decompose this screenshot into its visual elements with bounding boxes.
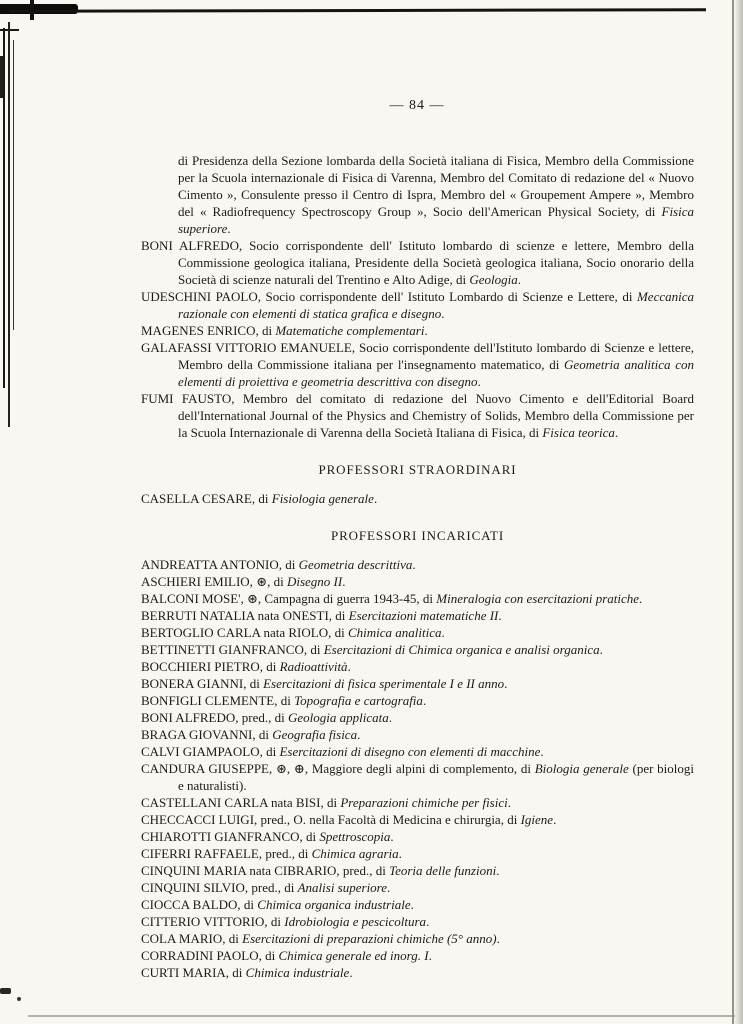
war-decoration-icon: ⊕ — [293, 761, 305, 776]
scan-artifact-right-shadow — [734, 0, 743, 1024]
text-segment: BOCCHIERI PIETRO, di — [141, 659, 280, 674]
text-segment: Fisiologia generale — [271, 491, 374, 506]
text-segment: . — [441, 625, 445, 640]
text-segment: Meccanica razionale con elementi di statica grafica e disegno — [178, 289, 694, 321]
text-segment: Spettroscopia — [319, 829, 391, 844]
text-segment: . — [553, 812, 557, 827]
scan-artifact-left-dash — [0, 56, 3, 98]
text-segment: BERTOGLIO CARLA nata RIOLO, di — [141, 625, 348, 640]
text-segment: BRAGA GIOVANNI, di — [141, 727, 273, 742]
text-segment: . — [507, 795, 511, 810]
text-segment: CINQUINI SILVIO, pred., di — [141, 880, 298, 895]
faculty-entry — [141, 913, 694, 930]
faculty-entry — [141, 658, 694, 675]
text-segment: . — [373, 491, 378, 506]
scan-artifact-left-line — [3, 28, 5, 388]
text-segment: Chimica generale ed inorg. I — [278, 948, 429, 963]
text-segment: CHECCACCI LUIGI, pred., O. nella Facoltà di Medicina e chirurgia, di — [141, 812, 521, 827]
scan-artifact-left-line — [13, 40, 14, 330]
faculty-entry — [141, 390, 694, 441]
text-body — [141, 152, 694, 981]
war-decoration-icon: ⊛ — [276, 761, 287, 776]
text-segment: Chimica analitica — [347, 625, 442, 640]
scan-artifact-top-tick — [30, 0, 34, 20]
text-segment: . — [422, 693, 427, 708]
text-segment: . — [498, 608, 502, 623]
scan-artifact-top-edge-line — [10, 8, 706, 12]
text-segment: Esercitazioni di preparazioni chimiche (5° anno) — [242, 931, 497, 946]
text-segment: Mineralogia con esercitazioni pratiche — [436, 591, 640, 606]
text-segment: . — [441, 306, 445, 321]
continuation-paragraph — [141, 152, 694, 237]
text-segment: CURTI MARIA, di — [141, 965, 246, 980]
text-segment: BONI ALFREDO, Socio corrispondente dell' Istituto lombardo di scienze e lettere, Membro della Commissione geologica italiana, Presidente della Società geologica italiana, Socio onorario della Società di scienze naturali del Trentino e Alto Adige, di — [141, 238, 694, 287]
text-segment: Biologia generale — [534, 761, 629, 776]
section-heading — [141, 461, 694, 478]
text-segment: . — [342, 574, 346, 589]
text-segment: . — [412, 557, 416, 572]
faculty-entry — [141, 862, 694, 879]
text-segment: Esercitazioni di Chimica organica e analisi organica — [323, 642, 600, 657]
text-segment: . — [614, 425, 619, 440]
text-segment: Topografia e cartografia — [294, 693, 423, 708]
faculty-entry — [141, 964, 694, 981]
page-number: — 84 — — [389, 98, 445, 113]
text-segment: Matematiche complementari — [275, 323, 425, 338]
text-segment: . — [227, 221, 231, 236]
faculty-entry — [141, 590, 694, 607]
faculty-entry — [141, 573, 694, 590]
scan-artifact-left-bracket — [0, 29, 19, 31]
text-segment: Analisi superiore — [297, 880, 388, 895]
text-segment: FUMI FAUSTO, Membro del comitato di redazione del Nuovo Cimento e dell'Editorial Board dell'International Journal of the Physics and Chemistry of Solids, Membro della Commissione per la Scuola Internazionale di Varenna della Società Italiana di Fisica, di — [141, 391, 694, 440]
faculty-entry — [141, 339, 694, 390]
text-segment: . — [390, 829, 394, 844]
text-segment: GALAFASSI VITTORIO EMANUELE, Socio corrispondente dell'Istituto lombardo di Scienze e lettere, Membro della Commissione italiana per l'insegnamento matematico, di — [141, 340, 694, 372]
text-segment: Esercitazioni matematiche II — [348, 608, 499, 623]
faculty-entry — [141, 845, 694, 862]
text-segment: . — [496, 931, 500, 946]
text-segment: Chimica industriale — [245, 965, 350, 980]
text-segment: Geometria descrittiva — [298, 557, 413, 572]
text-segment: UDESCHINI PAOLO, Socio corrispondente dell' Istituto Lombardo di Scienze e Lettere, di — [141, 289, 637, 304]
war-decoration-icon: ⊛ — [256, 574, 268, 589]
text-segment: Disegno II — [286, 574, 343, 589]
text-segment: Esercitazioni di disegno con elementi di macchine — [279, 744, 541, 759]
text-segment: , Maggiore degli alpini di complemento, di — [304, 761, 535, 776]
text-segment: . — [496, 863, 500, 878]
text-segment: ASCHIERI EMILIO, — [141, 574, 257, 589]
faculty-entry — [141, 879, 694, 896]
faculty-entry — [141, 556, 694, 573]
text-segment: Idrobiologia e pescicoltura — [284, 914, 427, 929]
faculty-entry — [141, 947, 694, 964]
faculty-entry — [141, 237, 694, 288]
text-segment: . — [599, 642, 603, 657]
text-segment: Geometria analitica con elementi di proiettiva e geometria descrittiva con disegno — [178, 357, 694, 389]
text-segment: . — [398, 846, 402, 861]
text-segment: PROFESSORI INCARICATI — [330, 528, 505, 543]
text-segment: , — [286, 761, 294, 776]
faculty-entry — [141, 490, 694, 507]
faculty-entry — [141, 288, 694, 322]
text-segment: Geologia — [469, 272, 518, 287]
scan-artifact-left-line — [8, 22, 10, 427]
faculty-entry — [141, 794, 694, 811]
text-segment: , di — [267, 574, 287, 589]
text-segment: BONI ALFREDO, pred., di — [141, 710, 288, 725]
text-segment: COLA MARIO, di — [141, 931, 243, 946]
faculty-entry — [141, 641, 694, 658]
scan-artifact-bottom-mark — [0, 988, 11, 994]
text-segment: CINQUINI MARIA nata CIBRARIO, pred., di — [141, 863, 390, 878]
text-segment: . — [504, 676, 508, 691]
faculty-entry — [141, 675, 694, 692]
text-segment: CASTELLANI CARLA nata BISI, di — [141, 795, 341, 810]
text-segment: . — [410, 897, 414, 912]
faculty-entry — [141, 930, 694, 947]
text-segment: . — [517, 272, 522, 287]
text-segment: BONFIGLI CLEMENTE, di — [141, 693, 295, 708]
text-segment: . — [424, 323, 428, 338]
faculty-entry — [141, 811, 694, 828]
text-segment: BONERA GIANNI, di — [141, 676, 264, 691]
text-segment: Geologia applicata — [287, 710, 389, 725]
text-segment: Radioattività — [279, 659, 348, 674]
text-segment: . — [357, 727, 361, 742]
text-segment: (per biologi e naturalisti). — [178, 761, 695, 793]
faculty-entry — [141, 607, 694, 624]
text-segment: . — [639, 591, 643, 606]
war-decoration-icon: ⊛ — [247, 591, 258, 606]
text-segment: CASELLA CESARE, di — [141, 491, 272, 506]
text-segment: . — [540, 744, 544, 759]
text-segment: BALCONI MOSE', — [141, 591, 247, 606]
text-segment: ANDREATTA ANTONIO, di — [141, 557, 299, 572]
scan-artifact-bottom-dot — [17, 997, 21, 1001]
text-segment: . — [428, 948, 432, 963]
text-segment: Preparazioni chimiche per fisici — [340, 795, 508, 810]
text-segment: CHIAROTTI GIANFRANCO, di — [141, 829, 320, 844]
text-segment: MAGENES ENRICO, di — [141, 323, 276, 338]
text-segment: . — [426, 914, 430, 929]
faculty-entry — [141, 624, 694, 641]
text-segment: . — [349, 965, 353, 980]
faculty-entry — [141, 322, 694, 339]
faculty-entry — [141, 726, 694, 743]
text-segment: CIOCCA BALDO, di — [141, 897, 258, 912]
text-segment: CORRADINI PAOLO, di — [141, 948, 279, 963]
text-segment: Fisica superiore — [178, 204, 694, 236]
text-segment: CIFERRI RAFFAELE, pred., di — [141, 846, 312, 861]
text-segment: CANDURA GIUSEPPE, — [141, 761, 276, 776]
text-segment: , Campagna di guerra 1943-45, di — [257, 591, 437, 606]
text-segment: Teoria delle funzioni — [389, 863, 497, 878]
text-segment: CITTERIO VITTORIO, di — [141, 914, 285, 929]
text-segment: . — [477, 374, 481, 389]
scan-artifact-top-blob — [0, 4, 78, 14]
faculty-entry — [141, 896, 694, 913]
faculty-entry — [141, 692, 694, 709]
text-segment: BERRUTI NATALIA nata ONESTI, di — [141, 608, 349, 623]
text-segment: Chimica organica industriale — [257, 897, 411, 912]
text-segment: di Presidenza della Sezione lombarda della Società italiana di Fisica, Membro della Commissione per la Scuola internazionale di Fisica di Varenna, Membro del Comitato di redazione del « Nuovo Cimento », Consulente presso il Centro di Ispra, Membro del « Groupement Ampere », Membro del « Radiofrequency Spectroscopy Group », Socio dell'American Physical Society, di — [178, 153, 694, 219]
section-heading — [141, 527, 694, 544]
text-segment: Fisica teorica — [542, 425, 615, 440]
faculty-entry — [141, 760, 694, 794]
text-segment: PROFESSORI STRAORDINARI — [318, 462, 517, 477]
text-segment: Esercitazioni di fisica sperimentale I e II anno — [263, 676, 505, 691]
scan-artifact-right-edge-line — [732, 0, 734, 1024]
faculty-entry — [141, 828, 694, 845]
text-segment: . — [388, 710, 392, 725]
scan-artifact-bottom-edge-line — [28, 1015, 735, 1017]
faculty-entry — [141, 743, 694, 760]
text-segment: . — [347, 659, 351, 674]
text-segment: Geografia fisica — [272, 727, 358, 742]
text-segment: Igiene — [520, 812, 554, 827]
faculty-entry — [141, 709, 694, 726]
text-segment: Chimica agraria — [311, 846, 399, 861]
text-segment: BETTINETTI GIANFRANCO, di — [141, 642, 324, 657]
text-segment: CALVI GIAMPAOLO, di — [141, 744, 280, 759]
text-segment: . — [387, 880, 391, 895]
